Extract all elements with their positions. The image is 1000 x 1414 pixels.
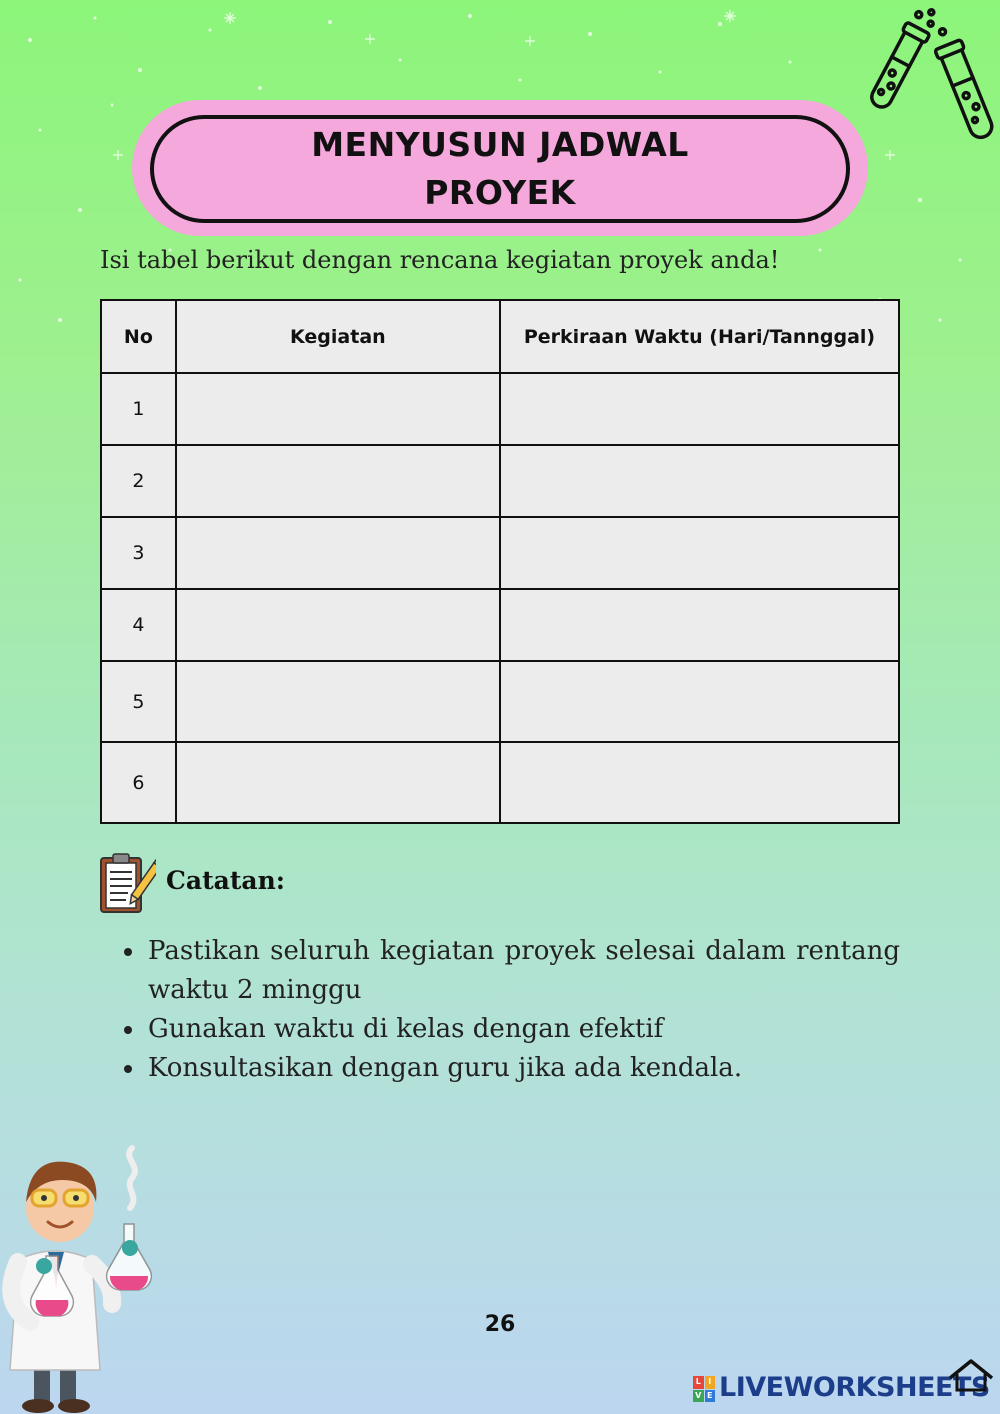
row-number: 2 [101,445,176,517]
waktu-cell[interactable] [500,373,899,445]
page-title-line2: PROYEK [424,173,576,212]
table-row [101,589,899,661]
row-number: 1 [101,373,176,445]
scientist-illustration [0,1130,160,1414]
list-item: Gunakan waktu di kelas dengan efektif [148,1010,900,1049]
header-perkiraan-waktu: Perkiraan Waktu (Hari/Tannggal) [500,300,899,373]
row-number: 3 [101,517,176,589]
list-item: Pastikan seluruh kegiatan proyek selesai dalam rentang waktu 2 minggu [148,932,900,1010]
table-row [101,445,899,517]
badge-letter: L [693,1376,704,1389]
row-number: 4 [101,589,176,661]
table-row [101,517,899,589]
test-tubes-illustration [850,0,1000,160]
badge-letter: I [705,1376,716,1389]
liveworksheets-logo[interactable] [693,1358,990,1408]
page-number: 26 [484,1312,516,1337]
waktu-cell[interactable] [500,589,899,661]
waktu-cell[interactable] [500,661,899,742]
kegiatan-cell[interactable] [176,445,500,517]
table-row [101,373,899,445]
kegiatan-cell[interactable] [176,742,500,823]
logo-text: LIVEWORKSHEETS [719,1372,990,1403]
header-kegiatan: Kegiatan [176,300,500,373]
row-number: 6 [101,742,176,823]
list-item: Konsultasikan dengan guru jika ada kendala. [148,1049,900,1088]
table-row [101,661,899,742]
waktu-cell[interactable] [500,517,899,589]
kegiatan-cell[interactable] [176,373,500,445]
row-number: 5 [101,661,176,742]
schedule-table [100,299,900,824]
table-row [101,742,899,823]
page-title [150,115,850,223]
notes-list [148,932,900,1088]
waktu-cell[interactable] [500,742,899,823]
waktu-cell[interactable] [500,445,899,517]
kegiatan-cell[interactable] [176,517,500,589]
kegiatan-cell[interactable] [176,661,500,742]
header-no: No [101,300,176,373]
page-title-line1: MENYUSUN JADWAL [311,125,689,164]
notes-heading: Catatan: [166,866,285,895]
house-icon [946,1358,996,1392]
badge-letter: E [705,1390,716,1403]
badge-letter: V [693,1390,704,1403]
table-header-row [101,300,899,373]
instruction-text: Isi tabel berikut dengan rencana kegiatan proyek anda! [100,246,780,274]
kegiatan-cell[interactable] [176,589,500,661]
clipboard-icon [98,850,156,916]
logo-badge-icon [693,1376,715,1402]
